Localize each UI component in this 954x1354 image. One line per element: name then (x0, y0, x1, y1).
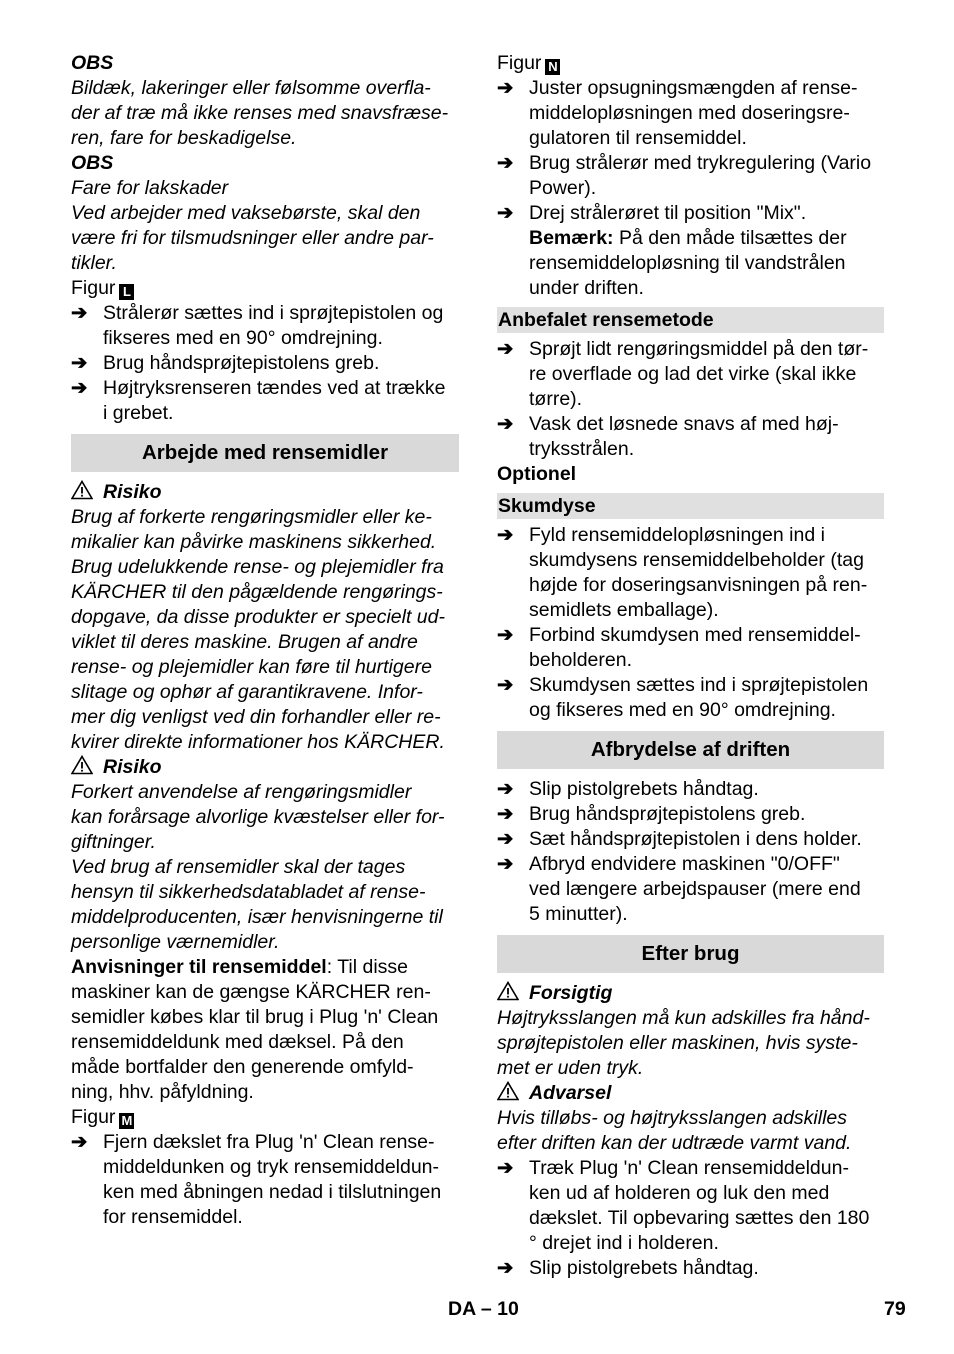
caution-text (497, 1006, 884, 1081)
note-label: Bemærk: (529, 227, 614, 249)
step-text: Brug håndsprøjtepistolens greb. (103, 352, 380, 374)
step-text: tørre). (529, 388, 583, 410)
warning-text (497, 1106, 884, 1156)
arrow-right-icon: ➔ (497, 803, 514, 825)
text-line: være fri for tilsmudsninger eller andre par- (71, 227, 434, 249)
caution-title: Forsigtig (529, 982, 613, 1004)
right-column (497, 51, 884, 1281)
step-text: Vask det løsnede snavs af med høj- (529, 413, 839, 435)
step-text: ved længere arbejdspauser (mere end (529, 878, 861, 900)
risk-title: Risiko (103, 756, 162, 778)
step-text: beholderen. (529, 649, 633, 671)
figure-ref (71, 1105, 459, 1130)
text-line: middelproducenten, især henvisningerne til (71, 906, 443, 928)
text-line: mikalier kan påvirke maskinens sikkerhed. (71, 531, 437, 553)
text-line: Ved arbejder med vaksebørste, skal den (71, 202, 421, 224)
step-list (497, 1156, 884, 1281)
step-text: i grebet. (103, 402, 174, 424)
step-item (497, 1256, 884, 1281)
step-text: gulatoren til rensemiddel. (529, 127, 747, 149)
text-line: Hvis tilløbs- og højtryksslangen adskilles (497, 1107, 848, 1129)
text-line: rensemiddeldunk med dæksel. På den (71, 1031, 404, 1053)
text-line: hensyn til sikkerhedsdatabladet af rense- (71, 881, 426, 903)
step-item (71, 351, 459, 376)
arrow-right-icon: ➔ (497, 828, 514, 850)
step-item (497, 201, 884, 301)
risk-title: Risiko (103, 481, 162, 503)
arrow-right-icon: ➔ (71, 1131, 88, 1153)
warning-triangle-icon (497, 981, 519, 1001)
text-line: efter driften kan der udtræde varmt vand. (497, 1132, 852, 1154)
step-item (497, 337, 884, 412)
text-line: måde bortfalder den generende omfyld- (71, 1056, 414, 1078)
text-line: mer dig venligst ved din forhandler eller re- (71, 706, 441, 728)
warning-triangle-icon (71, 755, 93, 775)
obs-text (71, 176, 459, 276)
step-text: middelopløsningen med doseringsre- (529, 102, 850, 124)
arrow-right-icon: ➔ (71, 302, 88, 324)
warning-title: Advarsel (529, 1082, 612, 1104)
step-item (497, 802, 884, 827)
page-number: 79 (884, 1298, 906, 1320)
step-list (71, 301, 459, 426)
figure-letter-icon: N (545, 59, 560, 75)
arrow-right-icon: ➔ (497, 413, 514, 435)
step-item (497, 827, 884, 852)
text-line: Højtryksslangen må kun adskilles fra hånd- (497, 1007, 870, 1029)
step-text: tryksstrålen. (529, 438, 635, 460)
step-item (497, 623, 884, 673)
step-item (497, 151, 884, 201)
figure-ref (497, 51, 884, 76)
figure-label: Figur (71, 1106, 116, 1128)
section-heading: Efter brug (497, 935, 884, 973)
step-item (71, 301, 459, 351)
note-line (529, 226, 884, 251)
text-line: Brug udelukkende rense- og plejemidler fra (71, 556, 444, 578)
step-text: Slip pistolgrebets håndtag. (529, 1257, 759, 1279)
step-item (497, 523, 884, 623)
instructions-first-line (71, 955, 459, 980)
text-line: ren, fare for beskadigelse. (71, 127, 297, 149)
step-list (497, 337, 884, 462)
arrow-right-icon: ➔ (497, 778, 514, 800)
text-line: sprøjtepistolen eller maskinen, hvis syste- (497, 1032, 858, 1054)
caution-heading (497, 981, 884, 1006)
figure-label: Figur (71, 277, 116, 299)
text-line: rensemiddelopløsning til vandstrålen (529, 252, 846, 274)
text-line: rense- og plejemidler kan føre til hurtigere (71, 656, 432, 678)
arrow-right-icon: ➔ (497, 338, 514, 360)
step-item (497, 412, 884, 462)
step-list (497, 76, 884, 201)
page-label: DA – 10 (448, 1298, 519, 1320)
text-line: Brug af forkerte rengøringsmidler eller ke- (71, 506, 432, 528)
step-text: ken ud af holderen og luk den med (529, 1182, 830, 1204)
arrow-right-icon: ➔ (497, 524, 514, 546)
text-line: slitage og ophør af garantikravene. Infor- (71, 681, 423, 703)
risk-text (71, 780, 459, 955)
arrow-right-icon: ➔ (497, 202, 514, 224)
subsection-heading: Anbefalet rensemetode (497, 307, 884, 333)
step-text: fikseres med en 90° omdrejning. (103, 327, 383, 349)
text-line: kan forårsage alvorlige kvæstelser eller for- (71, 806, 445, 828)
step-text: og fikseres med en 90° omdrejning. (529, 699, 836, 721)
step-text: Brug håndsprøjtepistolens greb. (529, 803, 806, 825)
step-list (71, 1130, 459, 1230)
warning-heading (497, 1081, 884, 1106)
step-text: højde for doseringsanvisningen på ren- (529, 574, 868, 596)
step-item (497, 76, 884, 151)
step-text: Fjern dækslet fra Plug 'n' Clean rense- (103, 1131, 435, 1153)
text-line: personlige værnemidler. (71, 931, 280, 953)
arrow-right-icon: ➔ (497, 77, 514, 99)
step-text: middeldunken og tryk rensemiddeldun- (103, 1156, 440, 1178)
text-line: dopgave, da disse produkter er specielt ud- (71, 606, 445, 628)
figure-letter-icon: L (119, 284, 134, 300)
text-line: semidler købes klar til brug i Plug 'n' Clean (71, 1006, 439, 1028)
arrow-right-icon: ➔ (497, 152, 514, 174)
text-line: met er uden tryk. (497, 1057, 644, 1079)
step-text: Træk Plug 'n' Clean rensemiddeldun- (529, 1157, 849, 1179)
instructions-text: : Til disse (326, 956, 409, 978)
left-column (71, 51, 459, 1230)
subsection-heading: Skumdyse (497, 493, 884, 519)
step-text: Juster opsugningsmængden af rense- (529, 77, 858, 99)
text-line: maskiner kan de gængse KÄRCHER ren- (71, 981, 431, 1003)
section-heading: Arbejde med rensemidler (71, 434, 459, 472)
obs-text (71, 76, 459, 151)
arrow-right-icon: ➔ (497, 674, 514, 696)
figure-letter-icon: M (119, 1113, 134, 1129)
step-text: Sprøjt lidt rengøringsmiddel på den tør- (529, 338, 869, 360)
step-item (497, 777, 884, 802)
risk-text (71, 505, 459, 755)
arrow-right-icon: ➔ (497, 1157, 514, 1179)
instructions-text (71, 980, 459, 1105)
step-text: 5 minutter). (529, 903, 628, 925)
text-line: viklet til deres maskine. Brugen af andre (71, 631, 418, 653)
text-line: ning, hhv. påfyldning. (71, 1081, 254, 1103)
step-text: Sæt håndsprøjtepistolen i dens holder. (529, 828, 862, 850)
step-text: semidlets emballage). (529, 599, 719, 621)
step-item (497, 673, 884, 723)
figure-ref (71, 276, 459, 301)
arrow-right-icon: ➔ (497, 1257, 514, 1279)
step-text: Brug strålerør med trykregulering (Vario (529, 152, 872, 174)
text-line: kvirer direkte informationer hos KÄRCHER. (71, 731, 445, 753)
step-text: ken med åbningen nedad i tilslutningen (103, 1181, 442, 1203)
text-line: KÄRCHER til den pågældende rengørings- (71, 581, 443, 603)
note-text (529, 251, 884, 301)
step-text: Højtryksrenseren tændes ved at trække (103, 377, 446, 399)
text-line: Ved brug af rensemidler skal der tages (71, 856, 406, 878)
step-text: skumdysens rensemiddelbeholder (tag (529, 549, 864, 571)
step-text: Strålerør sættes ind i sprøjtepistolen og (103, 302, 444, 324)
step-text: dækslet. Til opbevaring sættes den 180 (529, 1207, 870, 1229)
arrow-right-icon: ➔ (497, 853, 514, 875)
text-line: Bildæk, lakeringer eller følsomme overfla- (71, 77, 431, 99)
warning-triangle-icon (71, 480, 93, 500)
step-list (497, 523, 884, 723)
warning-triangle-icon (497, 1081, 519, 1101)
text-line: Forkert anvendelse af rengøringsmidler (71, 781, 412, 803)
step-list (497, 777, 884, 927)
arrow-right-icon: ➔ (497, 624, 514, 646)
step-item (71, 376, 459, 426)
step-item (497, 1156, 884, 1256)
step-text: Skumdysen sættes ind i sprøjtepistolen (529, 674, 869, 696)
step-text: ° drejet ind i holderen. (529, 1232, 719, 1254)
step-text: re overflade og lad det virke (skal ikke (529, 363, 857, 385)
obs-title: OBS (71, 52, 114, 74)
step-text: for rensemiddel. (103, 1206, 243, 1228)
step-text: Power). (529, 177, 597, 199)
figure-label: Figur (497, 52, 542, 74)
step-text: Drej strålerøret til position "Mix". (529, 202, 807, 224)
text-line: der af træ må ikke renses med snavsfræse- (71, 102, 449, 124)
step-text: Fyld rensemiddelopløsningen ind i (529, 524, 825, 546)
step-item (497, 852, 884, 927)
step-item (71, 1130, 459, 1230)
arrow-right-icon: ➔ (71, 377, 88, 399)
text-line: giftninger. (71, 831, 156, 853)
text-line: Fare for lakskader (71, 177, 229, 199)
section-heading: Afbrydelse af driften (497, 731, 884, 769)
note-text: På den måde tilsættes der (613, 227, 847, 249)
risk-heading (71, 480, 459, 505)
step-text: Slip pistolgrebets håndtag. (529, 778, 759, 800)
risk-heading (71, 755, 459, 780)
instructions-label: Anvisninger til rensemiddel (71, 956, 327, 978)
text-line: under driften. (529, 277, 644, 299)
optional-label: Optionel (497, 463, 577, 485)
step-text: Afbryd endvidere maskinen "0/OFF" (529, 853, 840, 875)
text-line: tikler. (71, 252, 117, 274)
obs-title: OBS (71, 152, 114, 174)
arrow-right-icon: ➔ (71, 352, 88, 374)
step-text: Forbind skumdysen med rensemiddel- (529, 624, 861, 646)
